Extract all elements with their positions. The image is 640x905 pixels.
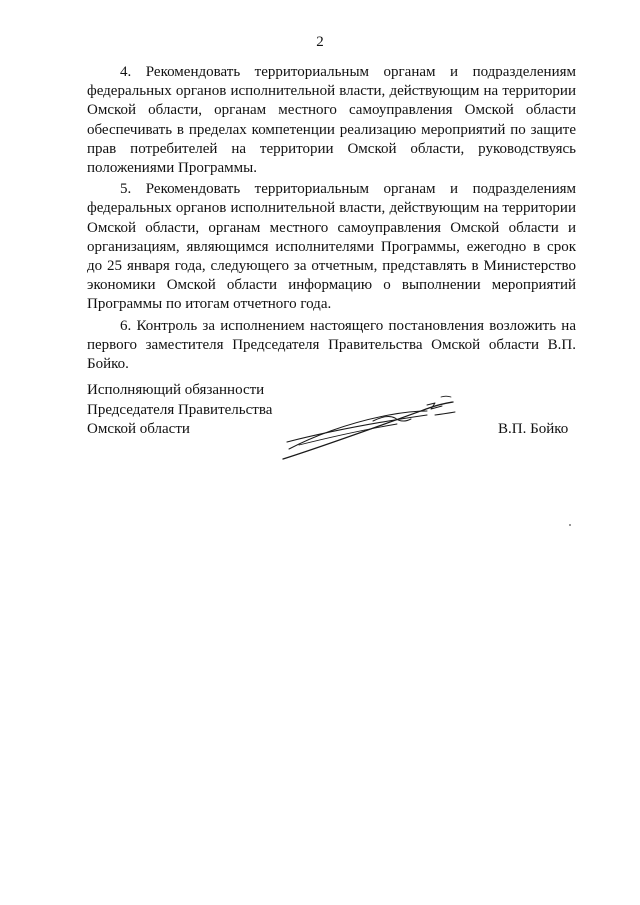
paragraph-5: 5. Рекомендовать территориальным органам и подразделениям федеральных органов исполнительной власти, действующим на территории Омской области, органам местного самоуправления Омской области и организациям, являющимся исполнителями Программы, ежегодно в срок до 25 января года, следующего за отчетным, представлять в Министерство экономики Омской области информацию о выполнении мероприятий Программы по итогам отчетного года. (87, 181, 576, 313)
signatory-title-line: Председателя Правительства (87, 401, 273, 418)
signatory-title (87, 381, 272, 440)
signatory-title-line: Исполняющий обязанности (87, 382, 265, 398)
signatory-title-line: Омской области (87, 421, 190, 437)
signer-name: В.П. Бойко (498, 421, 569, 437)
handwritten-signature (277, 393, 462, 465)
scan-speck (569, 524, 571, 526)
page-number: 2 (316, 34, 324, 50)
document-body (87, 63, 576, 376)
paragraph-6: 6. Контроль за исполнением настоящего постановления возложить на первого заместителя Председателя Правительства Омской области В.П. Бойко. (87, 317, 576, 373)
paragraph-4: 4. Рекомендовать территориальным органам и подразделениям федеральных органов исполнительной власти, действующим на территории Омской области, органам местного самоуправления Омской области обеспечивать в пределах компетенции реализацию мероприятий по защите прав потребителей на территории Омской области, руководствуясь положениями Программы. (87, 64, 576, 177)
